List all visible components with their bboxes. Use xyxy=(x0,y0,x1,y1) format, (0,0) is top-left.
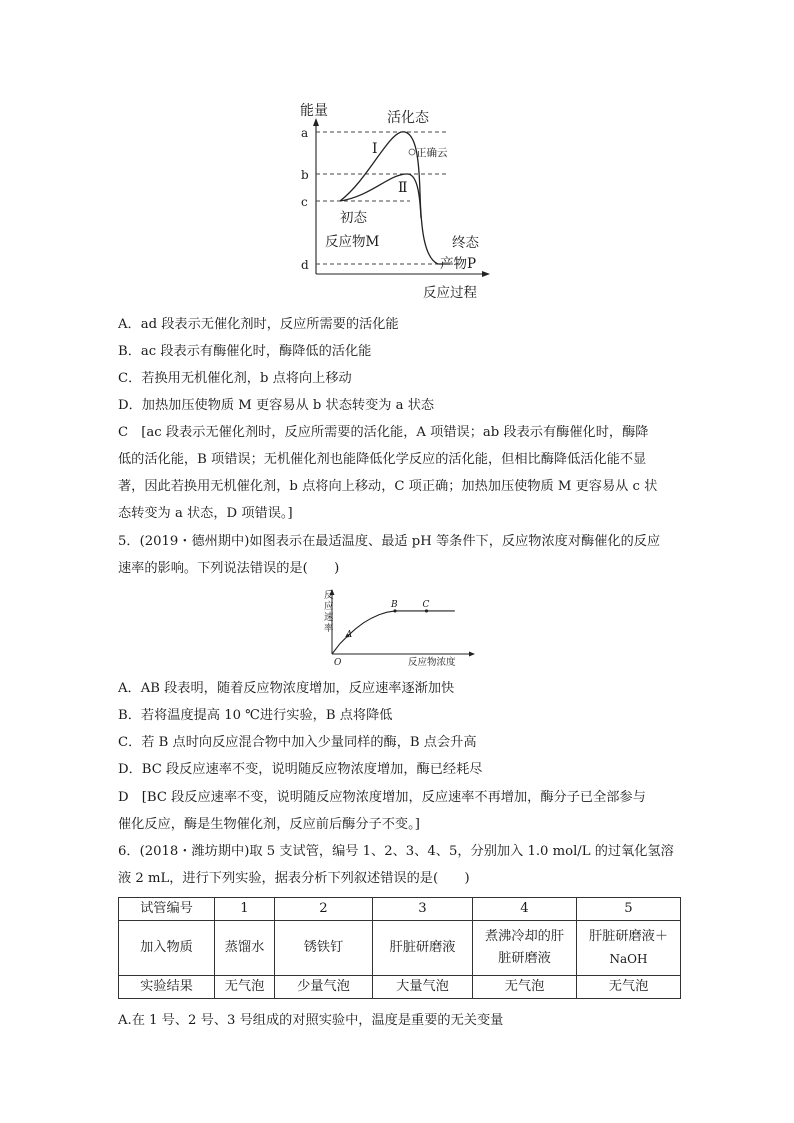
table-cell: 无气泡 xyxy=(473,976,577,999)
watermark-icon xyxy=(409,149,415,155)
rate-y-label-4: 率 xyxy=(324,623,334,634)
q5-option-b: B．若将温度提高 10 ℃进行实验，B 点将降低 xyxy=(118,708,393,723)
q5-option-d: D．BC 段反应速率不变，说明随反应物浓度增加，酶已经耗尽 xyxy=(118,762,483,777)
rate-x-arrow xyxy=(469,652,475,657)
product-label: 产物P xyxy=(440,256,477,272)
q5-stem-line-2: 速率的影响。下列说法错误的是( ) xyxy=(118,561,340,576)
table-cell: 锈铁钉 xyxy=(275,921,373,976)
rate-y-label-2: 应 xyxy=(324,601,334,612)
level-b-label: b xyxy=(301,168,309,182)
rate-point-label-c: C xyxy=(422,599,430,610)
reactant-label: 反应物M xyxy=(325,234,380,250)
table-cell: 1 xyxy=(215,898,275,921)
q4-option-d: D．加热加压使物质 M 更容易从 b 状态转变为 a 状态 xyxy=(118,398,435,413)
y-axis-arrow xyxy=(313,118,319,126)
cell-line: 肝脏研磨液＋ xyxy=(588,929,669,944)
table-cell: 5 xyxy=(577,898,681,921)
level-a-label: a xyxy=(301,126,309,140)
q5-answer-line-2: 催化反应，酶是生物催化剂，反应前后酶分子不变。] xyxy=(118,817,420,832)
rate-origin-label: O xyxy=(334,658,342,668)
table-cell: 无气泡 xyxy=(577,976,681,999)
q6-stem-line-2: 液 2 mL，进行下列实验，据表分析下列叙述错误的是( ) xyxy=(118,871,470,886)
initial-state-label: 初态 xyxy=(340,210,367,226)
cell-line: 煮沸冷却的肝 xyxy=(484,929,565,944)
table-header-row xyxy=(119,898,681,921)
rate-chart-svg xyxy=(318,588,478,672)
experiment-table xyxy=(118,897,681,999)
q4-answer-line-1: C [ac 段表示无催化剂时，反应所需要的活化能，A 项错误；ab 段表示有酶催化时，酶降 xyxy=(118,425,649,440)
q5-stem-line-1: 5．(2019・德州期中)如图表示在最适温度、最适 pH 等条件下，反应物浓度对酶催化的反应 xyxy=(118,534,661,549)
table-cell xyxy=(473,921,577,976)
activated-state-label: 活化态 xyxy=(387,110,429,126)
q5-option-c: C．若 B 点时向反应混合物中加入少量同样的酶，B 点会升高 xyxy=(118,735,477,750)
table-cell: 无气泡 xyxy=(215,976,275,999)
cell-line: NaOH xyxy=(609,952,648,966)
rate-chart xyxy=(318,588,478,672)
curve-2-label: Ⅱ xyxy=(398,180,408,196)
level-d-label: d xyxy=(301,258,309,272)
cell-line: 脏研磨液 xyxy=(498,951,551,966)
y-axis-label: 能量 xyxy=(300,103,328,119)
q4-option-b: B．ac 段表示有酶催化时，酶降低的活化能 xyxy=(118,344,372,359)
q6-stem-line-1: 6．(2018・潍坊期中)取 5 支试管，编号 1、2、3、4、5，分别加入 1.0 mol/L 的过氧化氢溶 xyxy=(118,844,674,859)
q4-answer-line-4: 态转变为 a 状态，D 项错误。] xyxy=(118,506,293,521)
table-cell: 大量气泡 xyxy=(373,976,473,999)
table-cell: 加入物质 xyxy=(119,921,215,976)
table-cell: 实验结果 xyxy=(119,976,215,999)
table-cell: 少量气泡 xyxy=(275,976,373,999)
level-c-label: c xyxy=(301,195,308,209)
q5-answer-line-1: D [BC 段反应速率不变，说明随反应物浓度增加，反应速率不再增加，酶分子已全部参与 xyxy=(118,790,646,805)
rate-point-label-b: B xyxy=(391,599,398,610)
table-row xyxy=(119,921,681,976)
q4-option-c: C．若换用无机催化剂，b 点将向上移动 xyxy=(118,371,352,386)
final-state-label: 终态 xyxy=(452,235,479,251)
energy-diagram xyxy=(290,98,500,303)
q5-option-a: A．AB 段表明，随着反应物浓度增加，反应速率逐渐加快 xyxy=(118,681,455,696)
q4-answer-line-3: 著，因此若换用无机催化剂，b 点将向上移动，C 项正确；加热加压使物质 M 更容易从 c 状 xyxy=(118,479,658,494)
table-cell xyxy=(577,921,681,976)
rate-points xyxy=(345,600,430,640)
rate-x-label: 反应物浓度 xyxy=(408,657,456,668)
x-axis-label: 反应过程 xyxy=(423,285,477,301)
energy-diagram-svg xyxy=(290,98,500,303)
table-cell: 2 xyxy=(275,898,373,921)
table-row xyxy=(119,976,681,999)
rate-y-label-1: 反 xyxy=(324,590,334,601)
watermark-text: 正确云 xyxy=(416,147,448,159)
q4-answer-line-2: 低的活化能，B 项错误；无机催化剂也能降低化学反应的活化能，但相比酶降低活化能不显 xyxy=(118,452,647,467)
rate-point-label-a: A xyxy=(345,629,353,640)
q6-option-a: A.在 1 号、2 号、3 号组成的对照实验中，温度是重要的无关变量 xyxy=(118,1013,504,1028)
table-cell: 蒸馏水 xyxy=(215,921,275,976)
table-cell: 4 xyxy=(473,898,577,921)
rate-y-label-3: 速 xyxy=(324,612,334,623)
curve-1-label: Ⅰ xyxy=(372,141,378,157)
q4-option-a: A．ad 段表示无催化剂时，反应所需要的活化能 xyxy=(118,317,399,332)
x-axis-arrow xyxy=(482,271,490,277)
table-cell: 肝脏研磨液 xyxy=(373,921,473,976)
table-cell: 3 xyxy=(373,898,473,921)
table-cell: 试管编号 xyxy=(119,898,215,921)
